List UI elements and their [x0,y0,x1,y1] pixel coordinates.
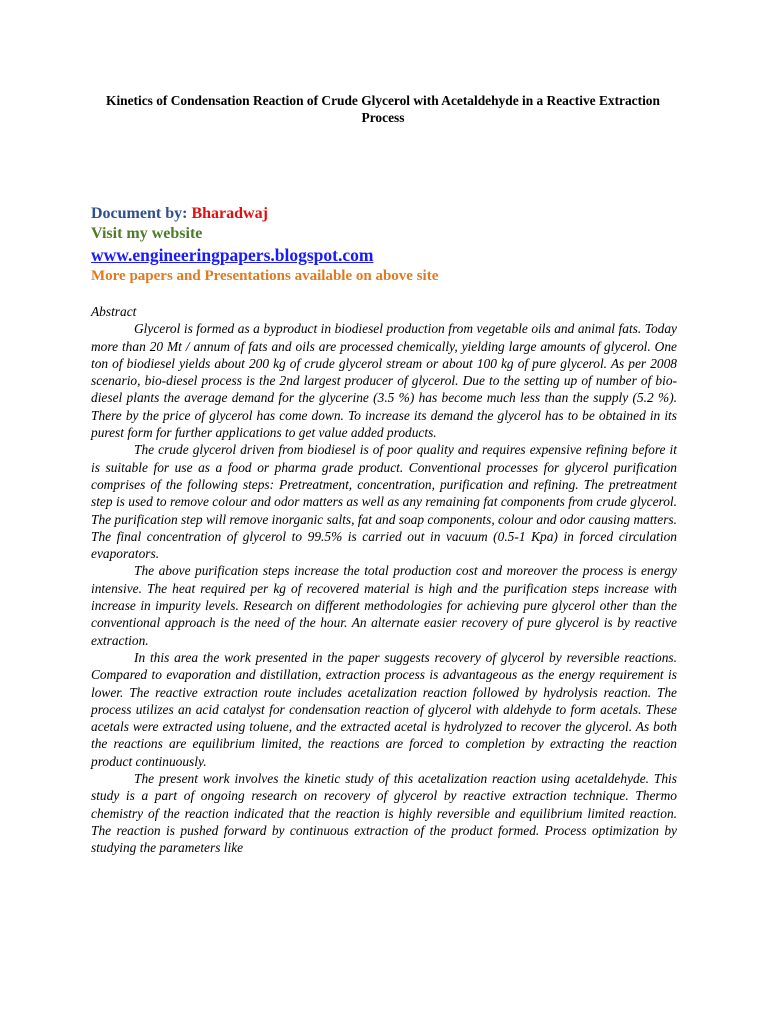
more-papers-text: More papers and Presentations available on above site [91,268,439,284]
visit-website-label: Visit my website [91,225,203,242]
abstract-paragraph: The above purification steps increase the total production cost and moreover the process is energy intensive. The heat required per kg of recovered material is high and the purification steps increase with increase in impurity levels. Research on different methodologies for achieving pure glycerol other than the conventional approach is the need of the hour. An alternate easier recovery of pure glycerol is by reactive extraction. [91,563,677,648]
website-link[interactable]: www.engineeringpapers.blogspot.com [91,245,374,265]
abstract-section [91,303,677,857]
abstract-paragraph: The crude glycerol driven from biodiesel is of poor quality and requires expensive refining before it is suitable for use as a food or pharma grade product. Conventional processes for glycerol purification comprises of the following steps: Pretreatment, concentration, purification and refining. The pretreatment step is used to remove colour and odor matters as well as any remaining fat components from crude glycerol. The purification step will remove inorganic salts, fat and soap components, colour and odor causing matters. The final concentration of glycerol to 99.5% is carried out in vacuum (0.5-1 Kpa) in forced circulation evaporators. [91,442,677,562]
document-by-line [91,204,691,224]
abstract-paragraph: The present work involves the kinetic study of this acetalization reaction using acetaldehyde. This study is a part of ongoing research on recovery of glycerol by reactive extraction technique. Thermo chemistry of the reaction indicated that the reaction is highly reversible and equilibrium limited reaction. The reaction is pushed forward by continuous extraction of the product formed. Process optimization by studying the parameters like [91,771,677,856]
abstract-paragraph: In this area the work presented in the paper suggests recovery of glycerol by reversible reactions. Compared to evaporation and distillation, extraction process is advantageous as the energy requirement is lower. The reactive extraction route includes acetalization reaction followed by hydrolysis reaction. The process utilizes an acid catalyst for condensation reaction of glycerol with aldehyde to form acetals. These acetals were extracted using toluene, and the extracted acetal is hydrolyzed to recover the glycerol. As both the reactions are equilibrium limited, the reactions are forced to completion by extracting the reaction product continuously. [91,649,677,769]
abstract-heading: Abstract [91,304,137,319]
author-name: Bharadwaj [191,205,268,222]
document-header [91,204,691,286]
paper-title: Kinetics of Condensation Reaction of Crude Glycerol with Acetaldehyde in a Reactive Extraction Process [106,93,660,125]
document-by-label: Document by: [91,205,192,222]
abstract-paragraph: Glycerol is formed as a byproduct in biodiesel production from vegetable oils and animal fats. Today more than 20 Mt / annum of fats and oils are processed chemically, yielding large amounts of glycerol. One ton of biodiesel yields about 200 kg of crude glycerol stream or about 100 kg of pure glycerol. As per 2008 scenario, bio-diesel process is the 2nd largest producer of glycerol. Due to the setting up of number of bio-diesel plants the average demand for the glycerine (3.5 %) has become much less than the supply (5.2 %). There by the price of glycerol has come down. To increase its demand the glycerol has to be obtained in its purest form for further applications to get value added products. [91,321,677,441]
